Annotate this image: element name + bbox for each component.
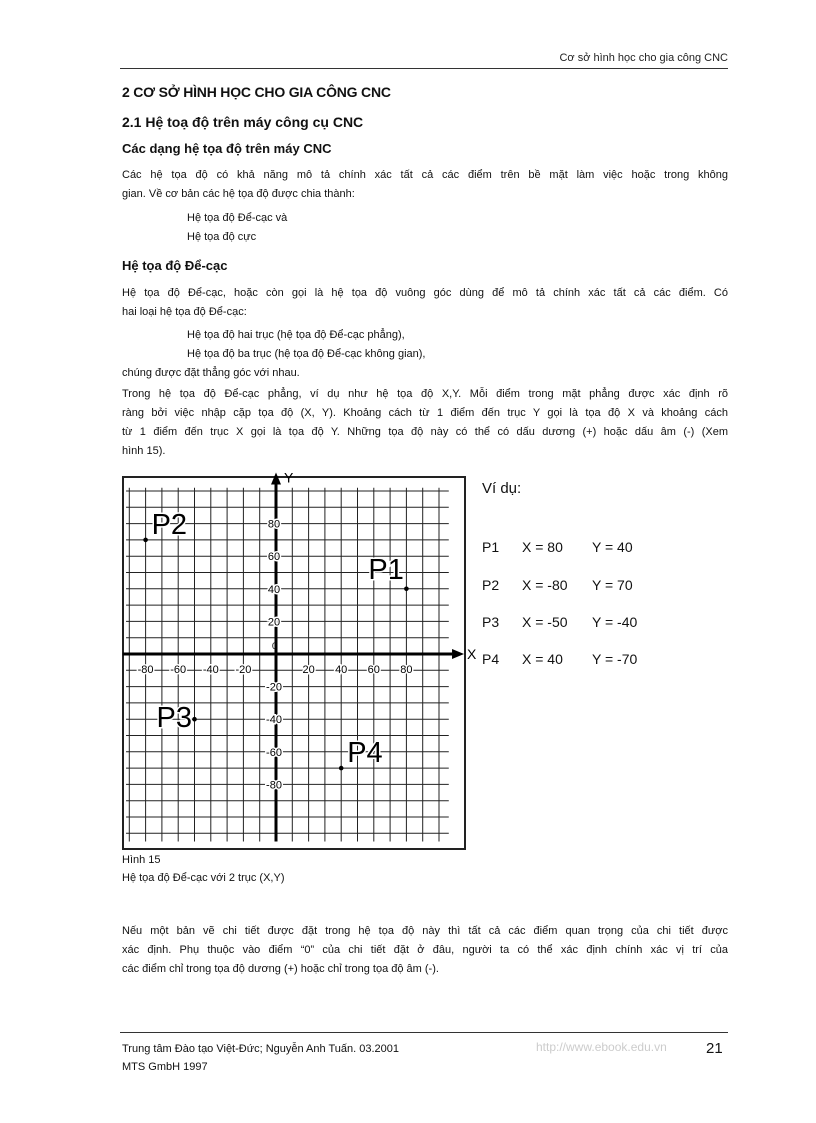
x-axis-label: X xyxy=(467,646,477,662)
para-line: từ 1 điểm đến trục X gọi là tọa độ Y. Những tọa độ này có thể có dấu dương (+) hoặc dấu âm (-) (Xem xyxy=(122,426,728,438)
example-y: Y = -40 xyxy=(592,614,638,630)
list-item: Hệ tọa độ ba trục (hệ tọa độ Để-cạc không gian), xyxy=(187,348,426,360)
subsection-title-cartesian: Hệ tọa độ Để-cạc xyxy=(122,258,228,273)
point-marker-p2 xyxy=(143,538,148,543)
example-y: Y = -70 xyxy=(592,651,638,667)
header-rule xyxy=(120,68,728,69)
x-tick-label: 80 xyxy=(400,664,413,676)
paragraph-plane xyxy=(122,385,728,461)
x-tick-label: -40 xyxy=(202,664,219,676)
point-label-p3: P3 xyxy=(156,702,192,735)
paragraph-types xyxy=(122,166,728,204)
example-x: X = -80 xyxy=(522,577,568,593)
watermark: http://www.ebook.edu.vn xyxy=(536,1040,667,1054)
para-line: hình 15). xyxy=(122,445,166,457)
list-item: Hệ tọa độ hai trục (hệ tọa độ Để-cạc phẳng), xyxy=(187,329,405,341)
para-line: Trong hệ tọa độ Để-cạc phẳng, ví dụ như hệ tọa độ X,Y. Mỗi điểm trong mặt phẳng được xác định rõ xyxy=(122,388,728,400)
point-marker-p1 xyxy=(404,587,409,592)
x-tick-label: -80 xyxy=(137,664,154,676)
example-x: X = 80 xyxy=(522,539,563,555)
example-row-p2 xyxy=(482,577,633,593)
y-tick-label: 60 xyxy=(267,551,281,564)
y-tick-label: -80 xyxy=(266,779,282,792)
footer-credits xyxy=(122,1040,399,1076)
example-row-p1 xyxy=(482,539,633,555)
paragraph-cartesian-intro xyxy=(122,284,728,322)
x-tick-label: 20 xyxy=(302,664,315,676)
y-axis-arrow xyxy=(271,472,281,484)
point-marker-p4 xyxy=(339,766,344,771)
example-y: Y = 40 xyxy=(592,539,633,555)
y-tick-label: -20 xyxy=(266,681,282,694)
example-point: P1 xyxy=(482,539,500,555)
para-line: hai loại hệ tọa độ Để-cạc: xyxy=(122,306,247,318)
figure-cartesian-grid xyxy=(122,469,477,850)
para-line: các điểm chỉ trong tọa độ dương (+) hoặc chỉ trong tọa độ âm (-). xyxy=(122,963,439,975)
footer-line: Trung tâm Đào tạo Việt-Đức; Nguyễn Anh Tuấn. 03.2001 xyxy=(122,1043,400,1055)
y-tick-label: -40 xyxy=(266,714,282,727)
para-line: ràng bởi việc nhập cặp tọa độ (X, Y). Khoảng cách từ 1 điểm đến trục Y gọi là tọa độ X và khoảng cách xyxy=(122,407,728,419)
para-line: Hệ tọa độ Để-cạc, hoặc còn gọi là hệ tọa độ vuông góc dùng để mô tả chính xác tất cả các điểm. Có xyxy=(122,287,728,299)
y-tick-label: -60 xyxy=(266,746,282,759)
chapter-heading: 2 CƠ SỞ HÌNH HỌC CHO GIA CÔNG CNC xyxy=(122,84,391,100)
para-line: Các hệ tọa độ có khả năng mô tả chính xác tất cả các điểm trên bề mặt làm việc hoặc trong không xyxy=(122,169,728,181)
point-label-p2: P2 xyxy=(151,508,188,541)
example-row-p3 xyxy=(482,614,637,630)
x-tick-label: 60 xyxy=(367,664,380,676)
list-item: Hệ tọa độ cực xyxy=(187,231,257,243)
example-title: Ví dụ: xyxy=(482,480,522,497)
caption-text: Hệ tọa độ Để-cạc với 2 trục (X,Y) xyxy=(122,872,285,884)
point-marker-p3 xyxy=(192,717,197,722)
list-item: Hệ tọa độ Để-cạc và xyxy=(187,212,288,224)
figure-caption xyxy=(122,851,285,887)
origin-label: 0 xyxy=(272,641,278,651)
y-tick-label: 80 xyxy=(267,518,281,531)
y-axis-label: Y xyxy=(284,469,294,486)
page-number: 21 xyxy=(706,1040,723,1057)
example-point: P4 xyxy=(482,651,500,667)
running-header: Cơ sở hình học cho gia công CNC xyxy=(559,52,728,64)
list-types xyxy=(187,209,287,247)
example-point: P2 xyxy=(482,577,500,593)
point-label-p1: P1 xyxy=(368,553,404,586)
example-x: X = -50 xyxy=(522,614,568,630)
paragraph-perpendicular: chúng được đặt thẳng góc với nhau. xyxy=(122,367,300,379)
para-line: gian. Về cơ bản các hệ tọa độ được chia thành: xyxy=(122,188,355,200)
x-tick-label: -20 xyxy=(235,664,252,676)
example-point: P3 xyxy=(482,614,500,630)
cartesian-grid-svg xyxy=(124,469,477,848)
para-line: xác định. Phụ thuộc vào điểm “0” của chi tiết đặt ở đâu, người ta có thể xác định chính xác vị trí của xyxy=(122,944,728,956)
example-row-p4 xyxy=(482,651,637,667)
example-x: X = 40 xyxy=(522,651,563,667)
list-cartesian xyxy=(187,326,425,364)
x-axis-arrow xyxy=(452,649,464,659)
paragraph-closing xyxy=(122,922,728,979)
footer-rule xyxy=(120,1032,728,1033)
point-label-p4: P4 xyxy=(347,737,383,770)
footer-line: MTS GmbH 1997 xyxy=(122,1061,208,1073)
y-tick-label: 20 xyxy=(267,616,281,629)
subsection-title-types: Các dạng hệ tọa độ trên máy CNC xyxy=(122,141,332,156)
example-y: Y = 70 xyxy=(592,577,633,593)
x-tick-label: -60 xyxy=(170,664,187,676)
para-line: Nếu một bản vẽ chi tiết được đặt trong hệ tọa độ này thì tất cả các điểm quan trọng của chi tiết được xyxy=(122,925,728,937)
x-tick-label: 40 xyxy=(335,664,348,676)
y-tick-label: 40 xyxy=(267,583,281,596)
section-heading: 2.1 Hệ toạ độ trên máy công cụ CNC xyxy=(122,114,364,130)
caption-number: Hình 15 xyxy=(122,854,161,866)
